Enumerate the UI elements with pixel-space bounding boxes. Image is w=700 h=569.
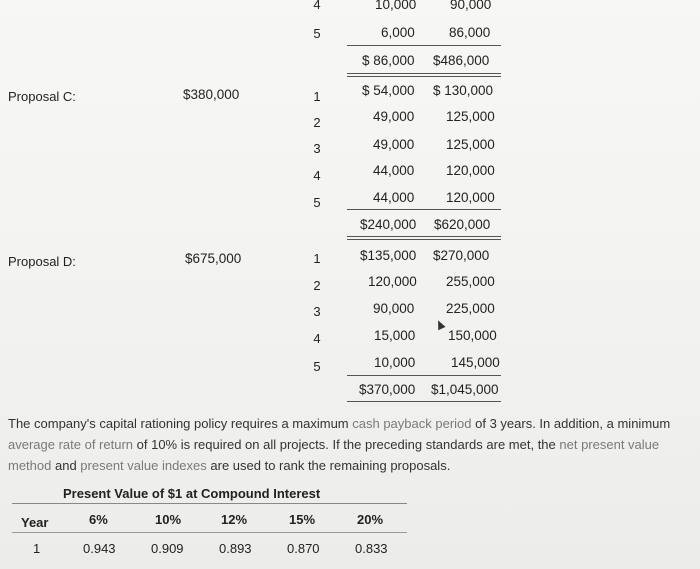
top-total-double-rule bbox=[347, 73, 501, 74]
proposal-c-year-2: 2 bbox=[313, 115, 321, 130]
pv-table-header-rule bbox=[12, 532, 407, 533]
top-total-double-rule-2 bbox=[347, 76, 501, 77]
proposal-c-total-double-rule-2 bbox=[347, 239, 501, 240]
proposal-d-year-1-a: $135,000 bbox=[360, 248, 417, 263]
proposal-d-total-double-rule bbox=[347, 401, 501, 402]
pv-header-10pct: 10% bbox=[155, 512, 182, 527]
top-total-a: $ 86,000 bbox=[362, 53, 415, 68]
proposal-c-year-1: 1 bbox=[313, 89, 321, 104]
term-net-present-value-method[interactable]: net present value method bbox=[8, 437, 660, 473]
proposal-c-total-rule bbox=[347, 209, 501, 210]
proposal-d-total-rule bbox=[347, 375, 501, 376]
proposal-c-year-3: 3 bbox=[313, 141, 321, 156]
proposal-d-year-4-a: 15,000 bbox=[374, 328, 416, 343]
pv-row-12pct: 0.893 bbox=[219, 541, 252, 556]
proposal-d-year-3-b: 225,000 bbox=[446, 301, 495, 316]
term-cash-payback-period[interactable]: cash payback period bbox=[352, 416, 472, 431]
proposal-c-year-5-b: 120,000 bbox=[446, 190, 495, 205]
proposal-c-year-4: 4 bbox=[313, 168, 321, 183]
top-year-5: 5 bbox=[313, 26, 321, 41]
paragraph-text-5: are used to rank the remaining proposals. bbox=[206, 458, 451, 473]
proposal-d-year-3-a: 90,000 bbox=[373, 301, 415, 316]
top-year-4-amount-a: 10,000 bbox=[375, 0, 417, 12]
proposal-d-year-4: 4 bbox=[313, 331, 321, 346]
proposal-d-year-2-b: 255,000 bbox=[446, 274, 495, 289]
proposal-c-total-double-rule bbox=[347, 236, 501, 237]
proposal-d-year-5: 5 bbox=[313, 359, 321, 374]
proposal-d-total-a: $370,000 bbox=[359, 382, 416, 397]
term-average-rate-of-return[interactable]: average rate of return bbox=[8, 437, 134, 452]
proposal-c-label: Proposal C: bbox=[8, 89, 76, 104]
proposal-c-year-1-a: $ 54,000 bbox=[362, 83, 415, 98]
pv-row-year: 1 bbox=[33, 541, 41, 556]
pv-header-6pct: 6% bbox=[89, 512, 108, 527]
paragraph-text-1: The company's capital rationing policy requires a maximum bbox=[8, 416, 353, 431]
proposal-c-year-2-a: 49,000 bbox=[373, 109, 415, 124]
proposal-c-year-5-a: 44,000 bbox=[373, 190, 415, 205]
pv-row-15pct: 0.870 bbox=[287, 541, 320, 556]
top-total-b: $486,000 bbox=[433, 53, 490, 68]
pv-header-20pct: 20% bbox=[357, 512, 384, 527]
proposal-d-year-1: 1 bbox=[313, 251, 321, 266]
paragraph-text-2: of 3 years. In addition, a minimum bbox=[471, 416, 671, 431]
proposal-c-investment: $380,000 bbox=[183, 87, 240, 102]
proposal-d-year-4-b: 150,000 bbox=[448, 328, 497, 343]
top-year-5-amount-a: 6,000 bbox=[381, 25, 415, 40]
proposal-d-investment: $675,000 bbox=[185, 251, 242, 266]
mouse-cursor-icon bbox=[434, 319, 445, 331]
paragraph-text-4: and bbox=[51, 458, 81, 473]
pv-row-6pct: 0.943 bbox=[83, 541, 116, 556]
top-year-4: 4 bbox=[313, 0, 321, 12]
proposal-c-year-2-b: 125,000 bbox=[446, 109, 495, 124]
pv-header-15pct: 15% bbox=[289, 512, 316, 527]
top-year-4-amount-b: 90,000 bbox=[450, 0, 492, 12]
proposal-d-year-5-a: 10,000 bbox=[374, 355, 416, 370]
top-total-rule bbox=[347, 45, 501, 46]
proposal-d-year-3: 3 bbox=[313, 304, 321, 319]
proposal-d-year-2-a: 120,000 bbox=[368, 274, 417, 289]
proposal-d-label: Proposal D: bbox=[8, 254, 76, 269]
proposal-c-year-3-a: 49,000 bbox=[373, 137, 415, 152]
proposal-c-total-b: $620,000 bbox=[434, 217, 491, 232]
pv-row-10pct: 0.909 bbox=[151, 541, 184, 556]
term-present-value-indexes[interactable]: present value indexes bbox=[80, 458, 207, 473]
proposal-d-year-2: 2 bbox=[313, 278, 321, 293]
proposal-c-year-1-b: $ 130,000 bbox=[433, 83, 494, 98]
pv-header-12pct: 12% bbox=[221, 512, 248, 527]
top-year-5-amount-b: 86,000 bbox=[449, 25, 491, 40]
proposal-c-year-3-b: 125,000 bbox=[446, 137, 495, 152]
pv-header-year: Year bbox=[21, 515, 49, 530]
proposal-c-year-4-b: 120,000 bbox=[446, 163, 495, 178]
proposal-d-year-5-b: 145,000 bbox=[451, 355, 500, 370]
proposal-d-year-1-b: $270,000 bbox=[433, 248, 490, 263]
proposal-d-total-b: $1,045,000 bbox=[431, 382, 499, 397]
pv-table-top-rule bbox=[12, 503, 407, 504]
proposal-c-year-5: 5 bbox=[313, 195, 321, 210]
proposal-c-total-a: $240,000 bbox=[360, 217, 417, 232]
paragraph-text-3: of 10% is required on all projects. If the preceding standards are met, the bbox=[133, 437, 560, 452]
pv-table-title: Present Value of $1 at Compound Interest bbox=[63, 486, 321, 501]
pv-row-20pct: 0.833 bbox=[355, 541, 388, 556]
proposal-c-year-4-a: 44,000 bbox=[373, 163, 415, 178]
policy-paragraph bbox=[8, 413, 698, 476]
